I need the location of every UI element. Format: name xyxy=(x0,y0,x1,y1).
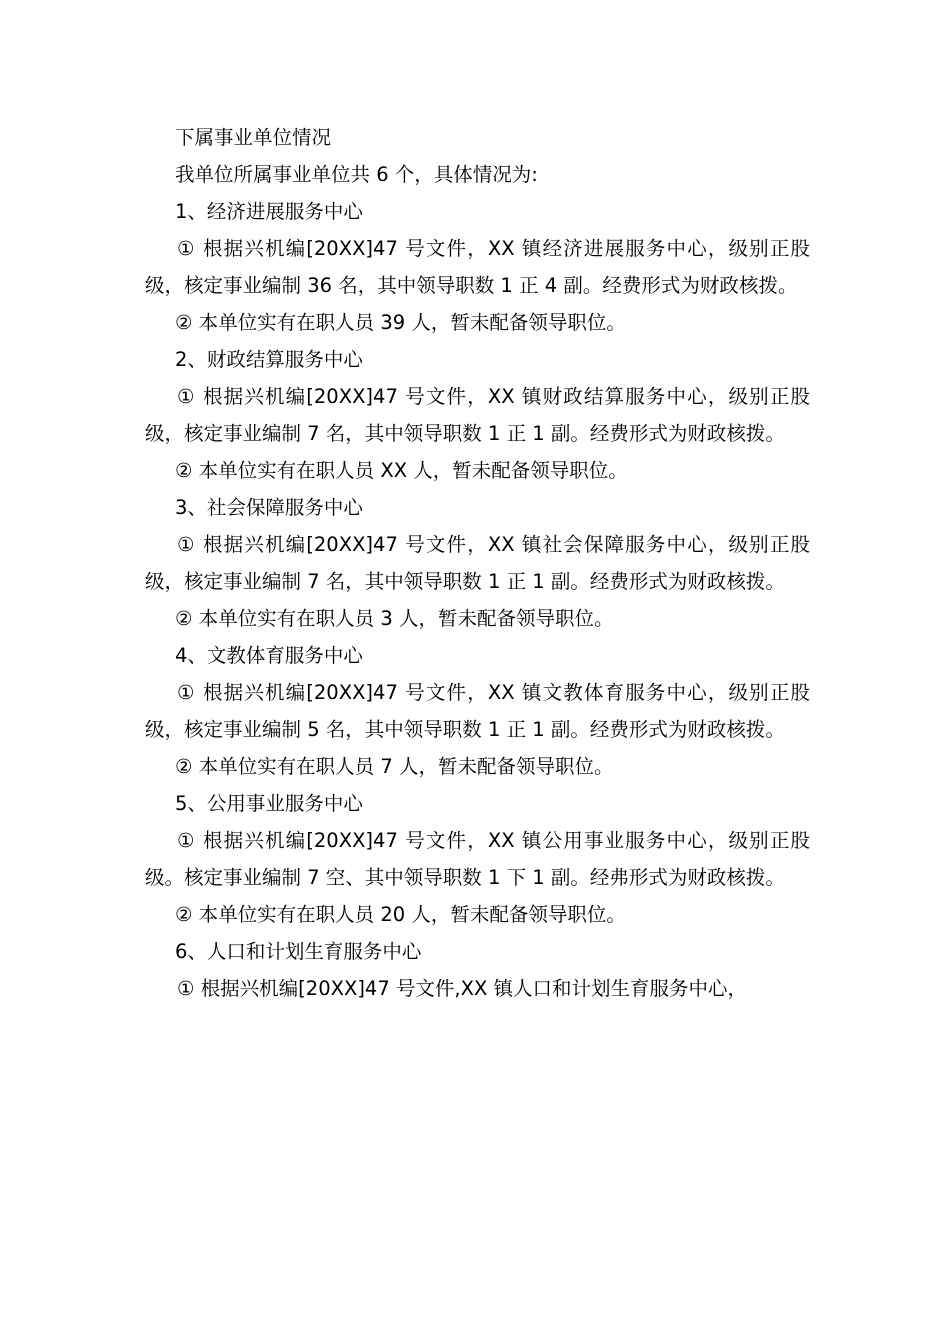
section-2-item-1: ① 根据兴机编[20XX]47 号文件，XX 镇财政结算服务中心，级别正股级，核定事业编制 7 名，其中领导职数 1 正 1 副。经费形式为财政核拨。 xyxy=(145,385,810,445)
section-3-item-2: ② 本单位实有在职人员 3 人，暂未配备领导职位。 xyxy=(175,607,614,630)
section-title-5: 5、公用事业服务中心 xyxy=(175,792,363,815)
section-4-item-2: ② 本单位实有在职人员 7 人，暂未配备领导职位。 xyxy=(175,755,614,778)
section-5-item-1: ① 根据兴机编[20XX]47 号文件，XX 镇公用事业服务中心，级别正股级。核定事业编制 7 空、其中领导职数 1 下 1 副。经弗形式为财政核拨。 xyxy=(145,829,810,889)
section-title-1: 1、经济进展服务中心 xyxy=(175,200,363,223)
section-6-item-1: ① 根据兴机编[20XX]47 号文件,XX 镇人口和计划生育服务中心， xyxy=(177,977,748,1000)
section-1-item-1: ① 根据兴机编[20XX]47 号文件，XX 镇经济进展服务中心，级别正股级，核定事业编制 36 名，其中领导职数 1 正 4 副。经费形式为财政核拨。 xyxy=(145,237,810,297)
section-2-item-2: ② 本单位实有在职人员 XX 人，暂未配备领导职位。 xyxy=(175,459,628,482)
section-title-2: 2、财政结算服务中心 xyxy=(175,348,363,371)
document-heading: 下属事业单位情况 xyxy=(175,126,332,149)
section-title-4: 4、文教体育服务中心 xyxy=(175,644,363,667)
section-3-item-1: ① 根据兴机编[20XX]47 号文件，XX 镇社会保障服务中心，级别正股级，核定事业编制 7 名，其中领导职数 1 正 1 副。经费形式为财政核拨。 xyxy=(145,533,810,593)
section-1-item-2: ② 本单位实有在职人员 39 人，暂未配备领导职位。 xyxy=(175,311,626,334)
section-5-item-2: ② 本单位实有在职人员 20 人，暂未配备领导职位。 xyxy=(175,903,626,926)
document-body xyxy=(145,119,810,1007)
section-title-3: 3、社会保障服务中心 xyxy=(175,496,363,519)
document-intro: 我单位所属事业单位共 6 个，具体情况为: xyxy=(175,163,538,186)
section-title-6: 6、人口和计划生育服务中心 xyxy=(175,940,422,963)
section-4-item-1: ① 根据兴机编[20XX]47 号文件，XX 镇文教体育服务中心，级别正股级，核定事业编制 5 名，其中领导职数 1 正 1 副。经费形式为财政核拨。 xyxy=(145,681,810,741)
